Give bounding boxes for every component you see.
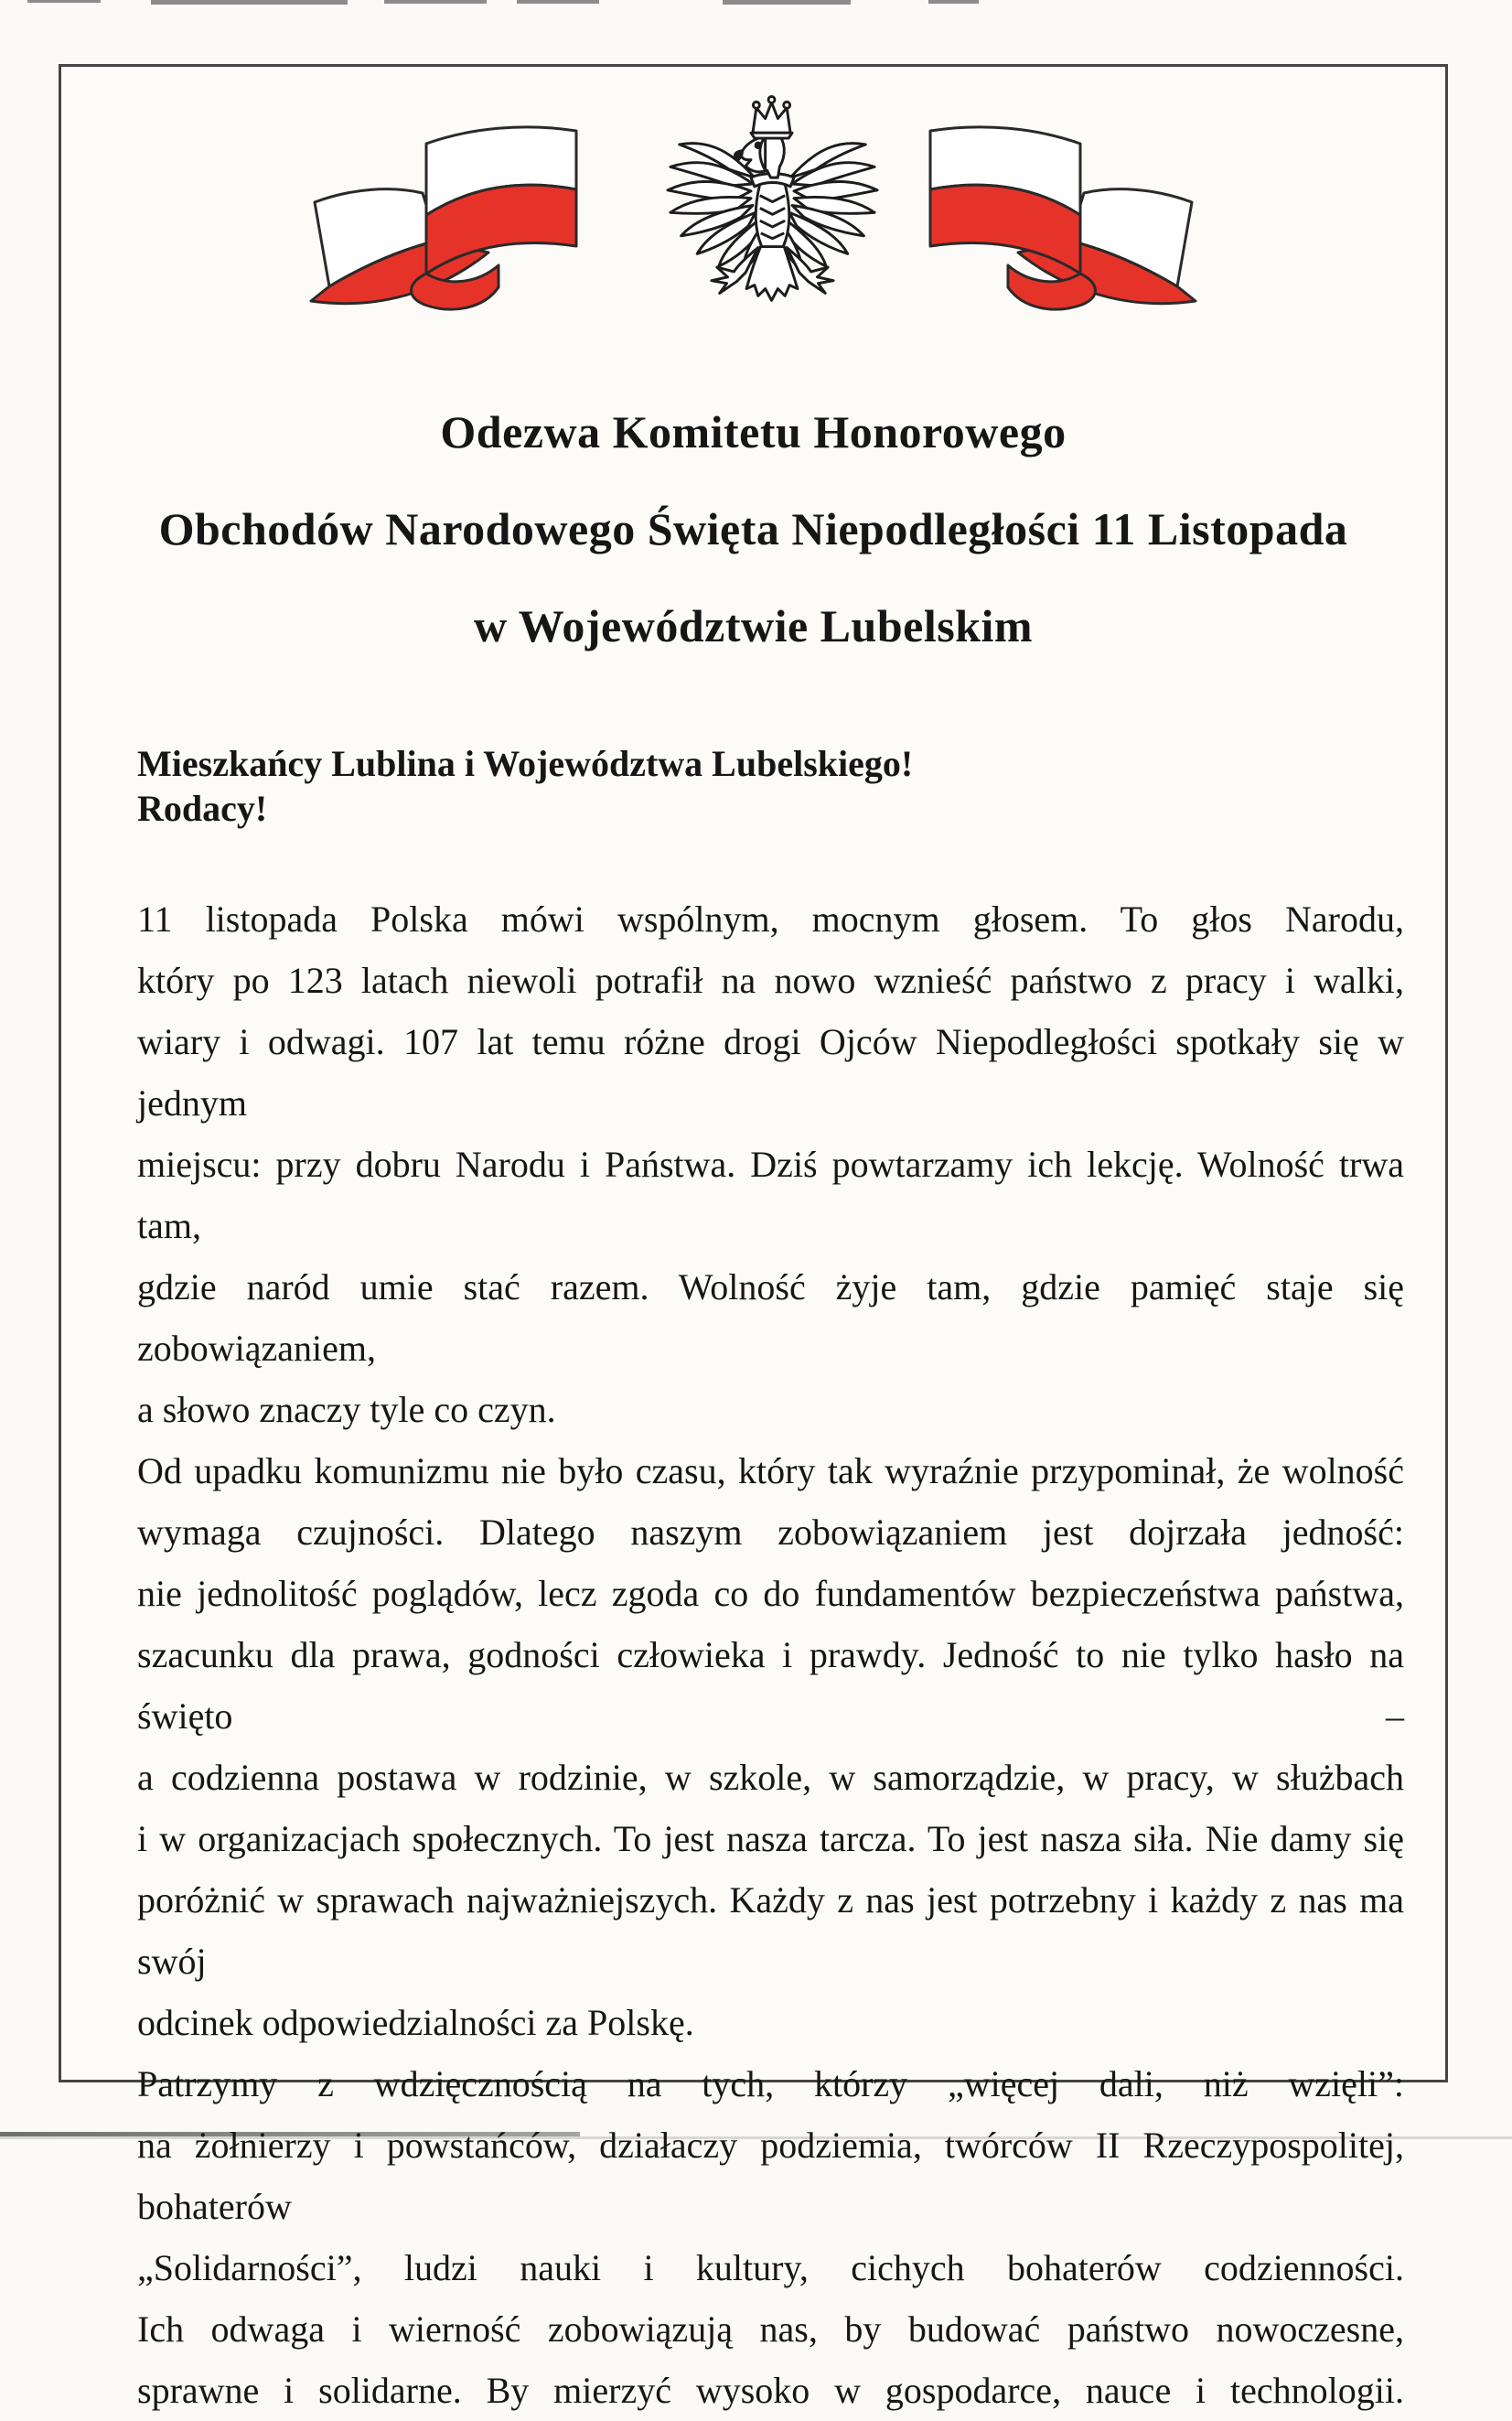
- body-line: szacunku dla prawa, godności człowieka i prawdy. Jedność to nie tylko hasło na święto –: [137, 1634, 1404, 1737]
- body-line: gdzie naród umie stać razem. Wolność żyje tam, gdzie pamięć staje się zobowiązaniem,: [137, 1266, 1404, 1369]
- scan-artifact-top: [723, 0, 851, 5]
- title-line-3: w Województwie Lubelskim: [473, 600, 1034, 651]
- scan-artifact-top: [928, 0, 979, 4]
- body-line: odcinek odpowiedzialności za Polskę.: [137, 2002, 694, 2043]
- document-body: [137, 888, 1404, 2421]
- body-line: sprawne i solidarne. By mierzyć wysoko w gospodarce, nauce i technologii.: [137, 2370, 1404, 2411]
- salutation-line-1: Mieszkańcy Lublina i Województwa Lubelskiego!: [137, 743, 914, 784]
- scan-artifact-top: [517, 0, 599, 4]
- body-line: „Solidarności”, ludzi nauki i kultury, cichych bohaterów codzienności.: [137, 2247, 1404, 2288]
- flag-ribbon-left-icon: [212, 103, 578, 314]
- body-line: który po 123 latach niewoli potrafił na nowo wznieść państwo z pracy i walki,: [137, 960, 1404, 1001]
- body-line: poróżnić w sprawach najważniejszych. Każdy z nas jest potrzebny i każdy z nas ma swój: [137, 1879, 1404, 1982]
- paragraph: [137, 2053, 1404, 2421]
- title-line-1: Odezwa Komitetu Honorowego: [440, 406, 1067, 457]
- document-title: [61, 383, 1445, 674]
- salutation: [137, 741, 913, 831]
- salutation-line-2: Rodacy!: [137, 788, 268, 829]
- scan-artifact-top: [151, 0, 348, 5]
- body-line: nie jednolitość poglądów, lecz zgoda co do fundamentów bezpieczeństwa państwa,: [137, 1573, 1404, 1614]
- paragraph: [137, 1440, 1404, 2053]
- body-line: 11 listopada Polska mówi wspólnym, mocnym głosem. To głos Narodu,: [137, 898, 1404, 940]
- body-line: miejscu: przy dobru Narodu i Państwa. Dziś powtarzamy ich lekcję. Wolność trwa tam,: [137, 1144, 1404, 1246]
- scan-artifact-top: [384, 0, 487, 4]
- body-line: i w organizacjach społecznych. To jest nasza tarcza. To jest nasza siła. Nie damy się: [137, 1818, 1404, 1859]
- body-line: wiary i odwagi. 107 lat temu różne drogi Ojców Niepodległości spotkały się w jednym: [137, 1021, 1404, 1124]
- title-line-2: Obchodów Narodowego Święta Niepodległości 11 Listopada: [158, 503, 1348, 554]
- body-line: Ich odwaga i wierność zobowiązują nas, by budować państwo nowoczesne,: [137, 2308, 1404, 2350]
- body-line: wymaga czujności. Dlatego naszym zobowiązaniem jest dojrzała jedność:: [137, 1512, 1404, 1553]
- body-line: Od upadku komunizmu nie było czasu, który tak wyraźnie przypominał, że wolność: [137, 1450, 1404, 1491]
- body-line: Patrzymy z wdzięcznością na tych, którzy „więcej dali, niż wzięli”:: [137, 2063, 1404, 2104]
- paragraph: [137, 888, 1404, 1440]
- flag-ribbon-right-icon: [928, 103, 1294, 314]
- polish-eagle-icon: [665, 94, 880, 316]
- scan-artifact-top: [27, 0, 101, 3]
- body-line: a słowo znaczy tyle co czyn.: [137, 1389, 556, 1430]
- body-line: na żołnierzy i powstańców, działaczy podziemia, twórców II Rzeczypospolitej, bohaterów: [137, 2125, 1404, 2227]
- body-line: a codzienna postawa w rodzinie, w szkole, w samorządzie, w pracy, w służbach: [137, 1757, 1404, 1798]
- page-border-frame: [59, 64, 1448, 2411]
